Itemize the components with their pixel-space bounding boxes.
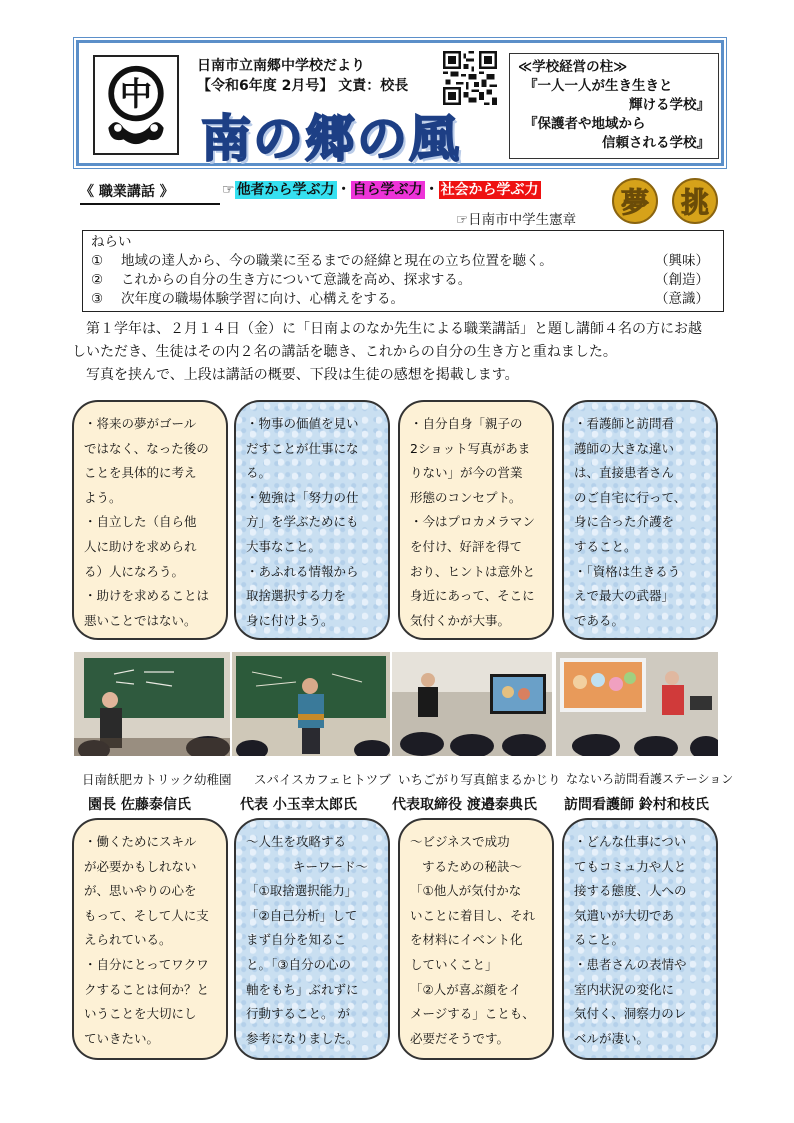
card-line: するための秘訣～ xyxy=(422,858,523,874)
speaker-org-3: いちごがり写真館まるかじり xyxy=(398,772,561,787)
card-line: いことに着目し、それ xyxy=(410,907,536,923)
impression-card xyxy=(72,818,228,1060)
aim-item xyxy=(91,290,715,309)
card-line: いうことを大切にし xyxy=(84,1006,197,1022)
card-line: ・自分にとってワクワ xyxy=(84,956,209,972)
card-line: 「①取捨選択能力」 xyxy=(246,883,358,899)
card-line: 気遣いが大切であ xyxy=(574,907,675,923)
card-line: よう。 xyxy=(84,489,122,505)
card-line: を付け、好評を得て xyxy=(410,538,523,554)
card-line: が、思いやりの心を xyxy=(84,883,197,899)
card-line: ・あふれる情報から xyxy=(246,563,359,579)
aim-number: ① xyxy=(91,253,104,269)
card-line: を材料にイベント化 xyxy=(410,932,523,948)
card-line: メージする」ことも、 xyxy=(410,1006,535,1022)
card-line: キーワード～ xyxy=(292,858,368,874)
card-line: 軸をもち」ぶれずに xyxy=(246,981,359,997)
card-line: 「②自己分析」して xyxy=(246,907,358,923)
card-line: 2ショット写真があま xyxy=(410,440,531,456)
qr-code-icon[interactable] xyxy=(443,51,497,105)
card-line: 「①他人が気付かな xyxy=(410,883,522,899)
speaker-org-2: スパイスカフェヒトツブ xyxy=(254,772,391,787)
card-line: クすることは何か？と xyxy=(84,981,210,997)
tag-learn-from-society: 社会から学ぶ力 xyxy=(440,182,539,198)
aim-number: ③ xyxy=(91,291,104,307)
card-line: ・「資格は生きるう xyxy=(574,563,681,579)
aim-number: ② xyxy=(91,272,104,288)
intro-text xyxy=(72,318,732,387)
card-line: 大事なこと。 xyxy=(246,538,322,554)
card-line: ・患者さんの表情や xyxy=(574,956,687,972)
lecture-photo-4 xyxy=(556,652,718,756)
card-line: と。「③自分の心の xyxy=(246,956,351,972)
card-line: ・自立した（自ら他 xyxy=(84,514,197,530)
intro-line-1: 第１学年は、２月１４日（金）に「日南よのなか先生による職業講話」と題し講師４名の方にお越 xyxy=(86,321,702,337)
card-line: 行動すること。 が xyxy=(246,1006,350,1022)
card-line: ・助けを求めることは xyxy=(84,588,210,604)
card-line: のご自宅に行って、 xyxy=(574,489,687,505)
newsletter-header xyxy=(76,40,724,166)
impression-card xyxy=(562,818,718,1060)
card-line: 取捨選択する力を xyxy=(246,588,347,604)
summary-card xyxy=(72,400,228,640)
motto-line-1: 『一人一人が生き生きと xyxy=(524,78,673,94)
card-line: 形態のコンセプト。 xyxy=(410,489,522,505)
charter-reference: ☞日南市中学生憲章 xyxy=(456,212,577,228)
lecture-photo-3 xyxy=(392,652,552,756)
motto-title: ≪学校経営の柱≫ xyxy=(518,59,628,75)
tag-separator: ・ xyxy=(336,182,351,198)
lecture-photo-2 xyxy=(232,652,390,756)
card-line: していくこと」 xyxy=(410,956,498,972)
card-line: ・今はプロカメラマン xyxy=(410,514,536,530)
masthead-title: 南の郷の風 xyxy=(201,110,461,168)
card-line: すること。 xyxy=(574,538,637,554)
card-line: りない」が今の営業 xyxy=(410,465,523,481)
speaker-name-2: 代表 小玉幸太郎氏 xyxy=(240,797,357,813)
tag-self-learning: 自ら学ぶ力 xyxy=(352,182,423,198)
card-line: 身近にあって、そこに xyxy=(410,588,535,604)
aim-text: 次年度の職場体験学習に向け、心構えをする。 xyxy=(121,291,404,307)
card-line: 参考になりました。 xyxy=(246,1030,359,1046)
school-motto-box xyxy=(509,53,719,159)
aim-item xyxy=(91,252,715,271)
summary-card xyxy=(562,400,718,640)
card-line: 接する態度、人への xyxy=(574,883,687,899)
speaker-name-3: 代表取締役 渡邉泰典氏 xyxy=(392,797,537,813)
card-line: ベルが凄い。 xyxy=(574,1030,650,1046)
card-line: もって、そして人に支 xyxy=(84,907,209,923)
motto-line-2: 輝ける学校』 xyxy=(629,97,710,113)
intro-line-3: 写真を挟んで、上段は講話の概要、下段は生徒の感想を掲載します。 xyxy=(86,367,519,383)
card-line: ・勉強は「努力の仕 xyxy=(246,489,359,505)
card-line: ではなく、なった後の xyxy=(84,440,209,456)
card-line: ことを具体的に考え xyxy=(84,465,197,481)
summary-card xyxy=(234,400,390,640)
card-line: ・将来の夢がゴール xyxy=(84,416,197,431)
lecture-photo-1 xyxy=(74,652,230,756)
card-line: まず自分を知るこ xyxy=(246,932,347,948)
aim-text: これからの自分の生き方について意識を高め、探求する。 xyxy=(121,272,472,288)
challenge-badge: 挑 xyxy=(672,178,718,224)
aim-tag: （創造） xyxy=(655,272,709,288)
card-line: ・看護師と訪問看 xyxy=(574,416,675,431)
section-title: 《 職業講話 》 xyxy=(80,181,220,205)
intro-line-2: しいただき、生徒はその内２名の講話を聴き、これからの自分の生き方と重ねました。 xyxy=(72,344,617,360)
card-line: ・どんな仕事につい xyxy=(574,834,687,849)
card-line: ・働くためにスキル xyxy=(84,834,197,849)
speaker-org-1: 日南飫肥カトリック幼稚園 xyxy=(82,772,232,787)
card-line: 方」を学ぶためにも xyxy=(246,514,359,530)
tag-learn-from-others: 他者から学ぶ力 xyxy=(236,182,335,198)
aim-item xyxy=(91,271,715,290)
motto-line-3: 『保護者や地域から xyxy=(524,116,646,132)
card-line: る）人になろう。 xyxy=(84,563,185,579)
card-line: ・物事の価値を見い xyxy=(246,416,359,431)
issue-info: 【令和6年度 2月号】 文責：校長 xyxy=(197,78,409,94)
impression-card xyxy=(398,818,554,1060)
card-line: が必要かもしれない xyxy=(84,858,197,874)
card-line: 気付くかが大事。 xyxy=(410,612,511,628)
aims-box xyxy=(82,230,724,312)
card-line: ・自分自身「親子の xyxy=(410,416,523,431)
card-line: 悪いことではない。 xyxy=(84,612,197,628)
summary-card xyxy=(398,400,554,640)
aim-text: 地域の達人から、今の職業に至るまでの経緯と現在の立ち位置を聴く。 xyxy=(121,253,553,269)
card-line: ること。 xyxy=(574,932,625,948)
card-line: は、直接患者さん xyxy=(574,465,675,481)
card-line: る。 xyxy=(246,465,272,481)
dream-badge: 夢 xyxy=(612,178,658,224)
skill-tags xyxy=(222,179,541,199)
motto-line-4: 信頼される学校』 xyxy=(602,135,710,151)
card-line: 身に付けよう。 xyxy=(246,612,334,628)
tag-separator: ・ xyxy=(424,182,439,198)
card-line: 人に助けを求められ xyxy=(84,538,197,554)
card-line: えられている。 xyxy=(84,932,172,948)
speaker-name-4: 訪問看護師 鈴村和枝氏 xyxy=(564,797,709,813)
card-line: だすことが仕事にな xyxy=(246,440,359,456)
card-line: ～ビジネスで成功 xyxy=(410,834,510,849)
card-line: である。 xyxy=(574,612,625,628)
aims-heading: ねらい xyxy=(91,234,132,250)
card-line: 室内状況の変化に xyxy=(574,981,675,997)
card-line: ～人生を攻略する xyxy=(246,834,347,849)
aim-tag: （興味） xyxy=(655,253,709,269)
emblem-char: 中 xyxy=(119,75,153,113)
school-emblem-icon xyxy=(93,55,179,155)
pointer-icon: ☞ xyxy=(222,182,235,198)
card-line: えで最大の武器」 xyxy=(574,588,675,604)
speaker-org-4: なないろ訪問看護ステーション xyxy=(566,772,734,786)
card-line: 「②人が喜ぶ顔をイ xyxy=(410,981,522,997)
card-line: おり、ヒントは意外と xyxy=(410,563,536,579)
card-line: 必要だそうです。 xyxy=(410,1030,510,1046)
card-line: てもコミュ力や人と xyxy=(574,858,687,874)
impression-card xyxy=(234,818,390,1060)
school-name: 日南市立南郷中学校だより xyxy=(197,58,365,74)
card-line: 気付く、洞察力のレ xyxy=(574,1006,687,1022)
aim-tag: （意識） xyxy=(655,291,709,307)
speaker-name-1: 園長 佐藤泰信氏 xyxy=(88,797,191,813)
card-line: 身に合った介護を xyxy=(574,514,675,530)
card-line: 護師の大きな違い xyxy=(574,440,675,456)
card-line: ていきたい。 xyxy=(84,1030,160,1046)
